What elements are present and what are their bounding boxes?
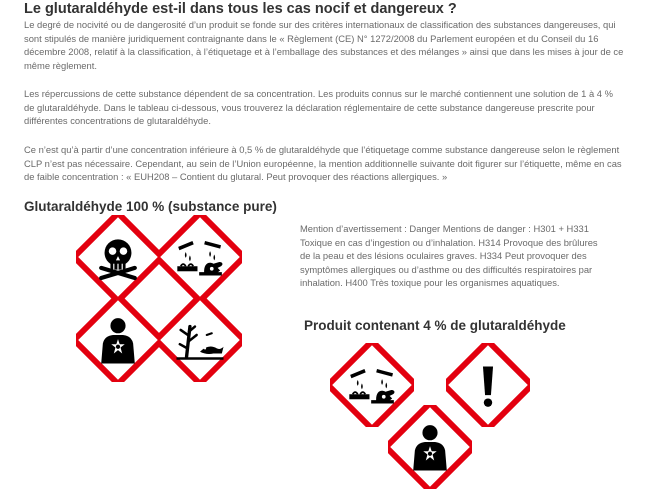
health-hazard-icon <box>388 405 472 489</box>
section-title-4-percent: Produit contenant 4 % de glutaraldéhyde <box>304 318 566 333</box>
paragraph-concentration: Les répercussions de cette substance dépendent de sa concentration. Les produits connus sur le marché contiennent une solution de 1 à 4 % de glutaraldéhyde. Dans le tableau ci-dessous, vous trouverez la déclaration réglementaire de cette substance dangereuse prescrite pour différentes concentrations de glutaraldéhyde. <box>24 88 613 127</box>
health-hazard-icon <box>76 298 160 382</box>
corrosion-icon <box>158 215 242 299</box>
skull-crossbones-icon <box>76 215 160 299</box>
paragraph-regulation: Le degré de nocivité ou de dangerosité d’un produit se fonde sur des critères internationaux de classification des substances dangereuses, qui sont stipulés de manière juridiquement contraignante dans le « Règlement (CE) N° 1272/2008 du Parlement européen et du Conseil du 16 décembre 2008, relatif à la classification, à l’étiquetage et à l’emballage des substances et des mélanges » ainsi que dans les mises à jour de ce même règlement. <box>24 19 624 71</box>
environment-icon <box>158 298 242 382</box>
page-title: Le glutaraldéhyde est-il dans tous les cas nocif et dangereux ? <box>24 1 457 17</box>
paragraph-labelling: Ce n’est qu’à partir d’une concentration inférieure à 0,5 % de glutaraldéhyde que l’étiquetage comme substance dangereuse selon le règlement CLP n’est pas nécessaire. Cependant, au sein de l’Union européenne, la mention additionnelle suivante doit figurer sur l’étiquette, même en cas de faible concentration : « EUH208 – Contient du glutaral. Peut provoquer des réactions allergiques. » <box>24 144 622 183</box>
hazard-statements: Mention d’avertissement : Danger Mentions de danger : H301 + H331 Toxique en cas d’ingestion ou d’inhalation. H314 Provoque des brûlures de la peau et des lésions oculaires graves. H334 Peut provoquer des symptômes allergiques ou d’asthme ou des difficultés respiratoires par inhalation. H400 Très toxique pour les organismes aquatiques. <box>300 223 598 288</box>
section-title-pure: Glutaraldéhyde 100 % (substance pure) <box>24 199 277 214</box>
